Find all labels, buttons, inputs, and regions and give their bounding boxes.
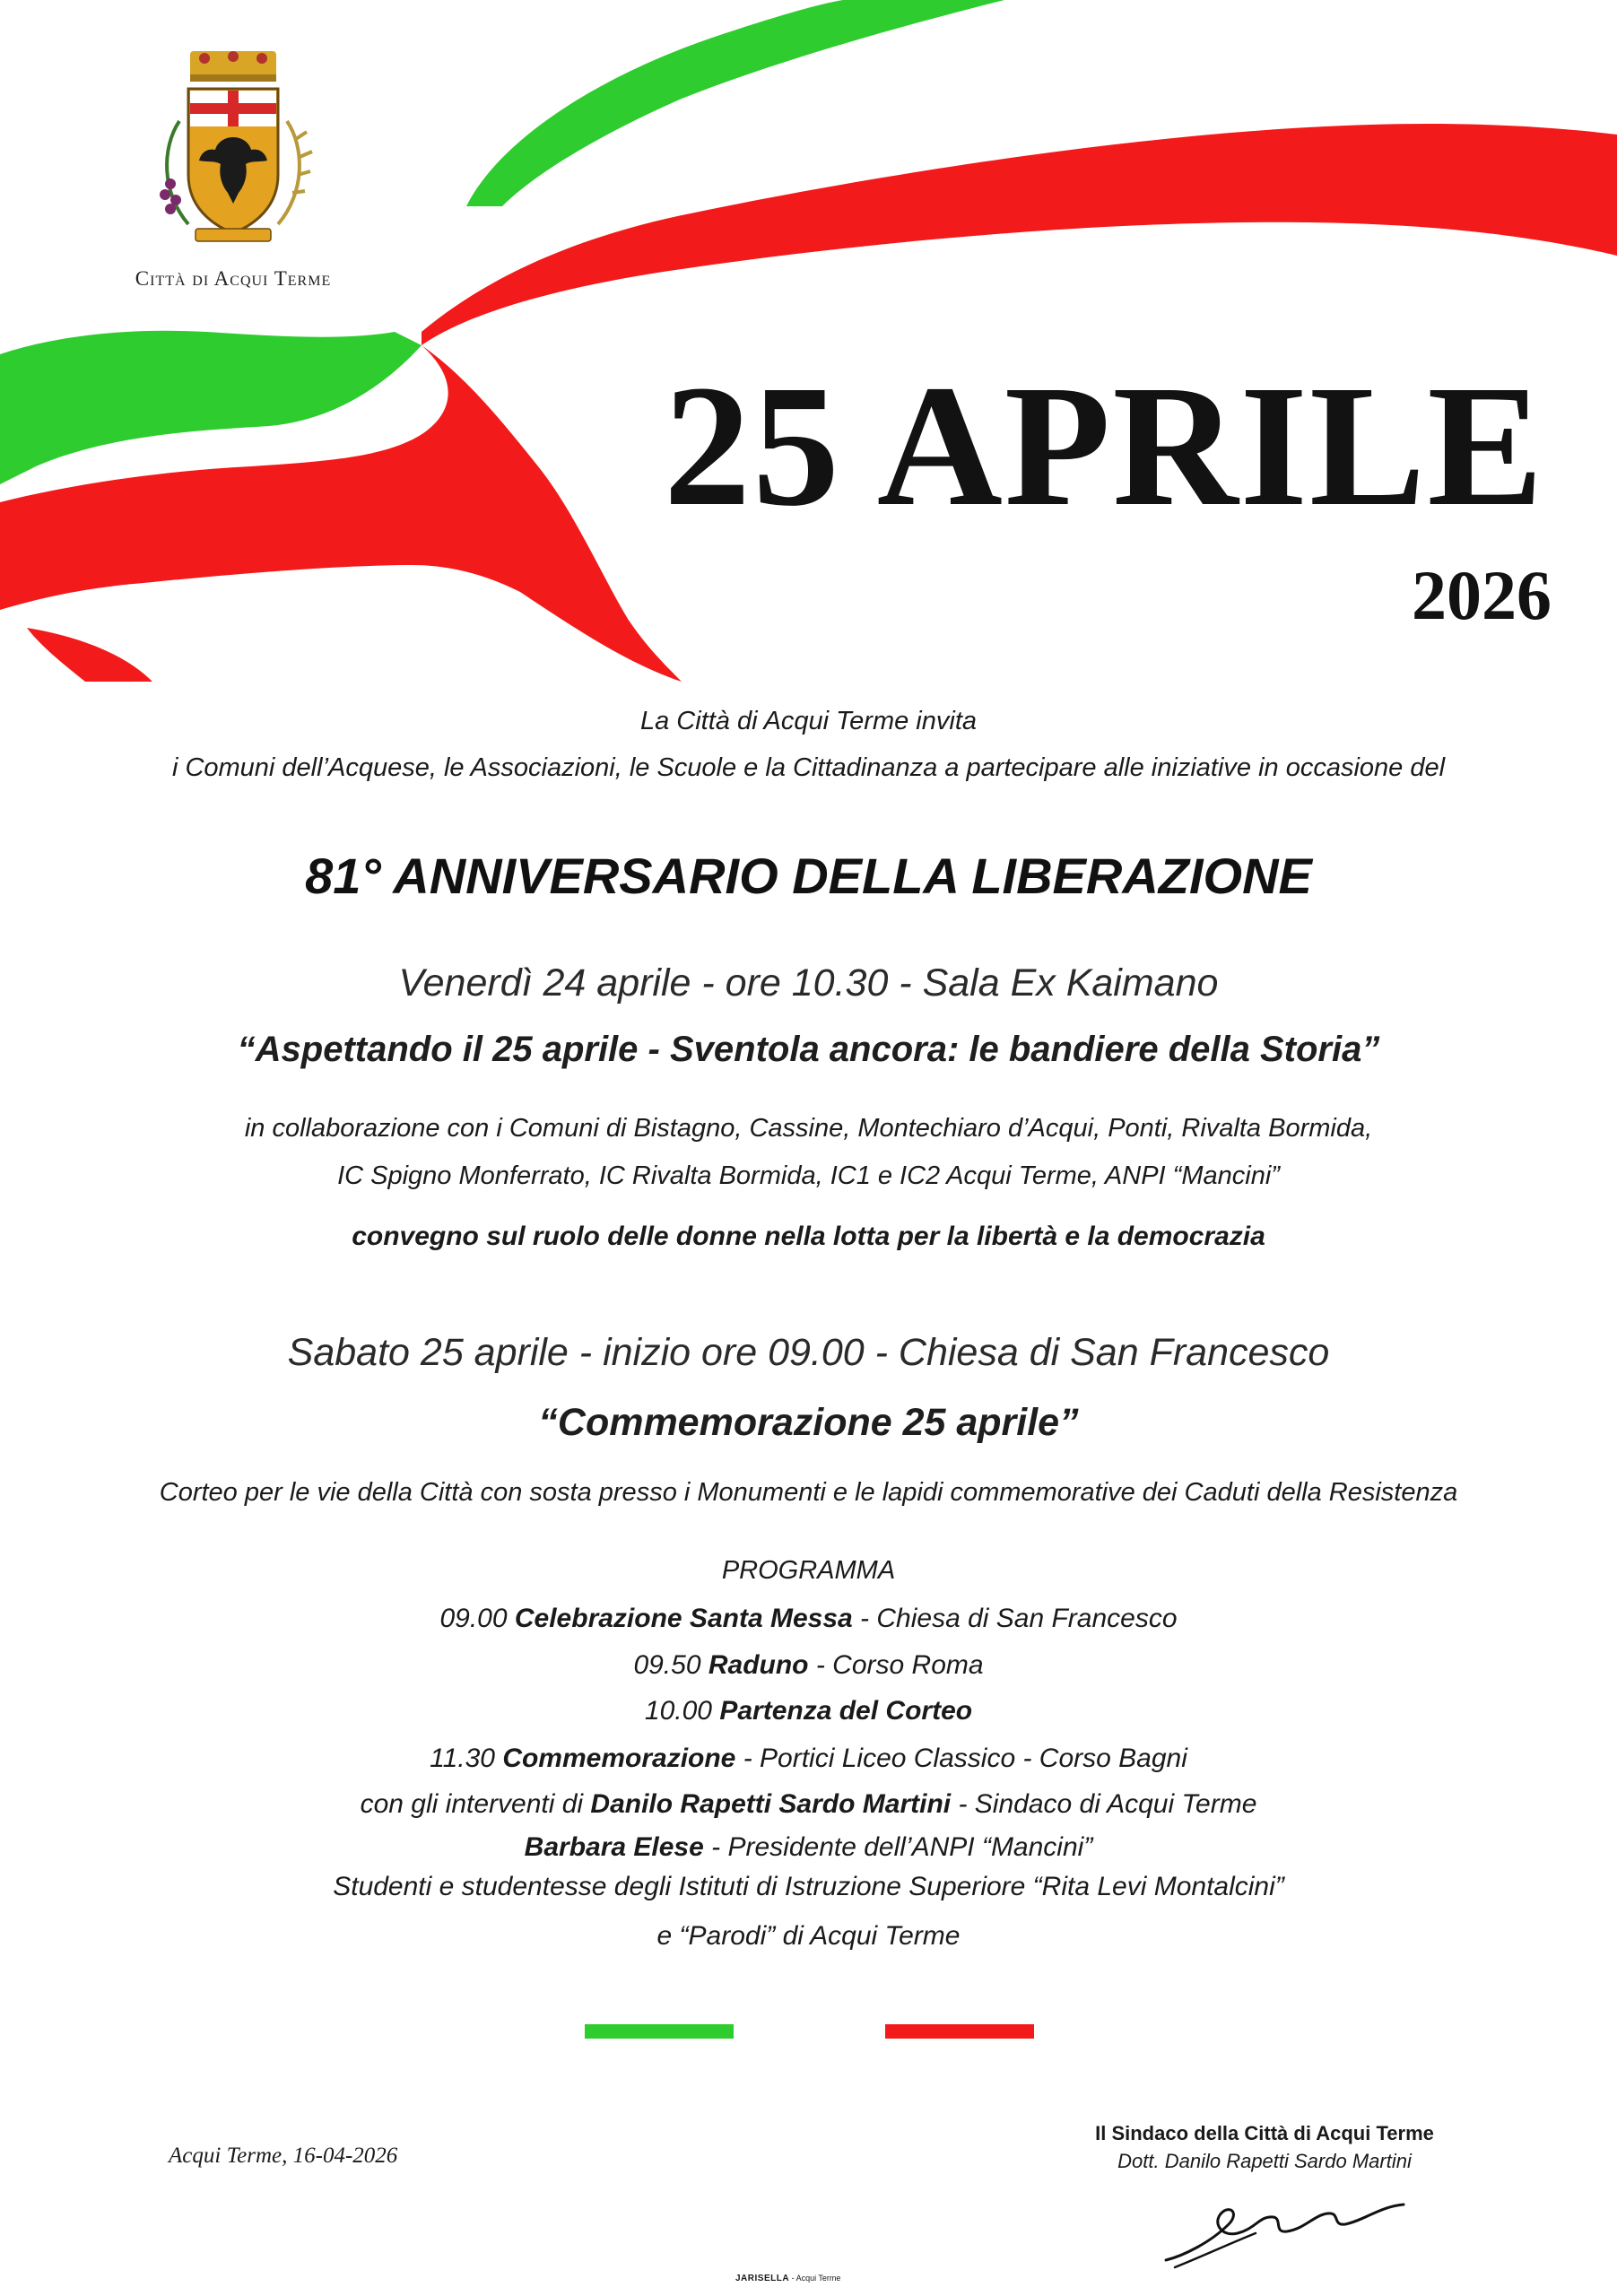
ribbon-red-tail — [27, 628, 152, 682]
speaker-name: Danilo Rapetti Sardo Martini — [590, 1789, 952, 1819]
program-students-line-1: Studenti e studentesse degli Istituti di Istruzione Superiore “Rita Levi Montalcini” — [333, 1872, 1284, 1901]
event2-title: “Commemorazione 25 aprile” — [538, 1401, 1079, 1444]
program-label: Commemorazione — [502, 1744, 736, 1773]
printer-mark — [735, 2274, 915, 2283]
printer-name: JARISELLA — [735, 2274, 790, 2283]
invitation-line-2: i Comuni dell’Acquese, le Associazioni, le Scuole e la Cittadinanza a partecipare alle iniziative in occasione del — [171, 753, 1446, 782]
event1-collaboration-line-2: IC Spigno Monferrato, IC Rivalta Bormida, IC1 e IC2 Acqui Terme, ANPI “Mancini” — [337, 1161, 1280, 1190]
program-speaker-line — [0, 1832, 1617, 1863]
mayor-title: Il Sindaco della Città di Acqui Terme — [1095, 2122, 1434, 2144]
program-label: Raduno — [708, 1650, 809, 1680]
program-detail: - Portici Liceo Classico - Corso Bagni — [735, 1744, 1187, 1773]
event1-collaboration-line-1: in collaborazione con i Comuni di Bistagno, Cassine, Montechiaro d’Acqui, Ponti, Rivalta Bormida, — [244, 1114, 1373, 1143]
program-detail: - Corso Roma — [808, 1650, 984, 1680]
program-label: Partenza del Corteo — [719, 1696, 973, 1726]
event1-description: convegno sul ruolo delle donne nella lotta per la libertà e la democrazia — [352, 1222, 1265, 1251]
coat-of-arms-icon — [135, 49, 332, 265]
program-item — [0, 1650, 1617, 1681]
signature-image — [1148, 2170, 1435, 2269]
speakers-intro: con gli interventi di — [360, 1789, 591, 1819]
event2-description: Corteo per le vie della Città con sosta presso i Monumenti e le lapidi commemorative dei Caduti della Resistenza — [159, 1478, 1458, 1507]
program-detail: - Chiesa di San Francesco — [852, 1604, 1178, 1633]
program-item — [0, 1744, 1617, 1774]
program-item — [0, 1604, 1617, 1634]
flag-bar-red — [885, 2024, 1034, 2039]
anniversary-heading: 81° ANNIVERSARIO DELLA LIBERAZIONE — [305, 848, 1312, 904]
program-time: 10.00 — [644, 1696, 712, 1726]
speaker-name: Barbara Elese — [524, 1832, 704, 1862]
event1-title: “Aspettando il 25 aprile - Sventola ancora: le bandiere della Storia” — [237, 1030, 1380, 1069]
main-title: 25 APRILE — [664, 349, 1545, 542]
program-time: 09.00 — [439, 1604, 508, 1633]
flag-bar-green — [585, 2024, 734, 2039]
speaker-role: - Sindaco di Acqui Terme — [951, 1789, 1257, 1819]
program-label: Celebrazione Santa Messa — [514, 1604, 853, 1633]
mayor-name: Dott. Danilo Rapetti Sardo Martini — [1117, 2150, 1412, 2172]
program-time: 09.50 — [633, 1650, 701, 1680]
event2-date-time: Sabato 25 aprile - inizio ore 09.00 - Chiesa di San Francesco — [287, 1331, 1330, 1374]
invitation-line-1: La Città di Acqui Terme invita — [639, 707, 978, 735]
year: 2026 — [1412, 556, 1552, 634]
program-speakers-line — [0, 1789, 1617, 1820]
program-students-line-2: e “Parodi” di Acqui Terme — [656, 1921, 961, 1951]
ribbon-red-main — [422, 124, 1617, 345]
program-time: 11.30 — [430, 1744, 495, 1773]
event1-date-time: Venerdì 24 aprile - ore 10.30 - Sala Ex Kaimano — [398, 961, 1219, 1004]
date-place: Acqui Terme, 16-04-2026 — [169, 2144, 398, 2168]
program-heading: PROGRAMMA — [721, 1556, 896, 1585]
printer-place: - Acqui Terme — [789, 2274, 841, 2283]
speaker-role: - Presidente dell’ANPI “Mancini” — [703, 1832, 1093, 1862]
city-name: Città di Acqui Terme — [135, 267, 332, 290]
program-item — [0, 1696, 1617, 1726]
